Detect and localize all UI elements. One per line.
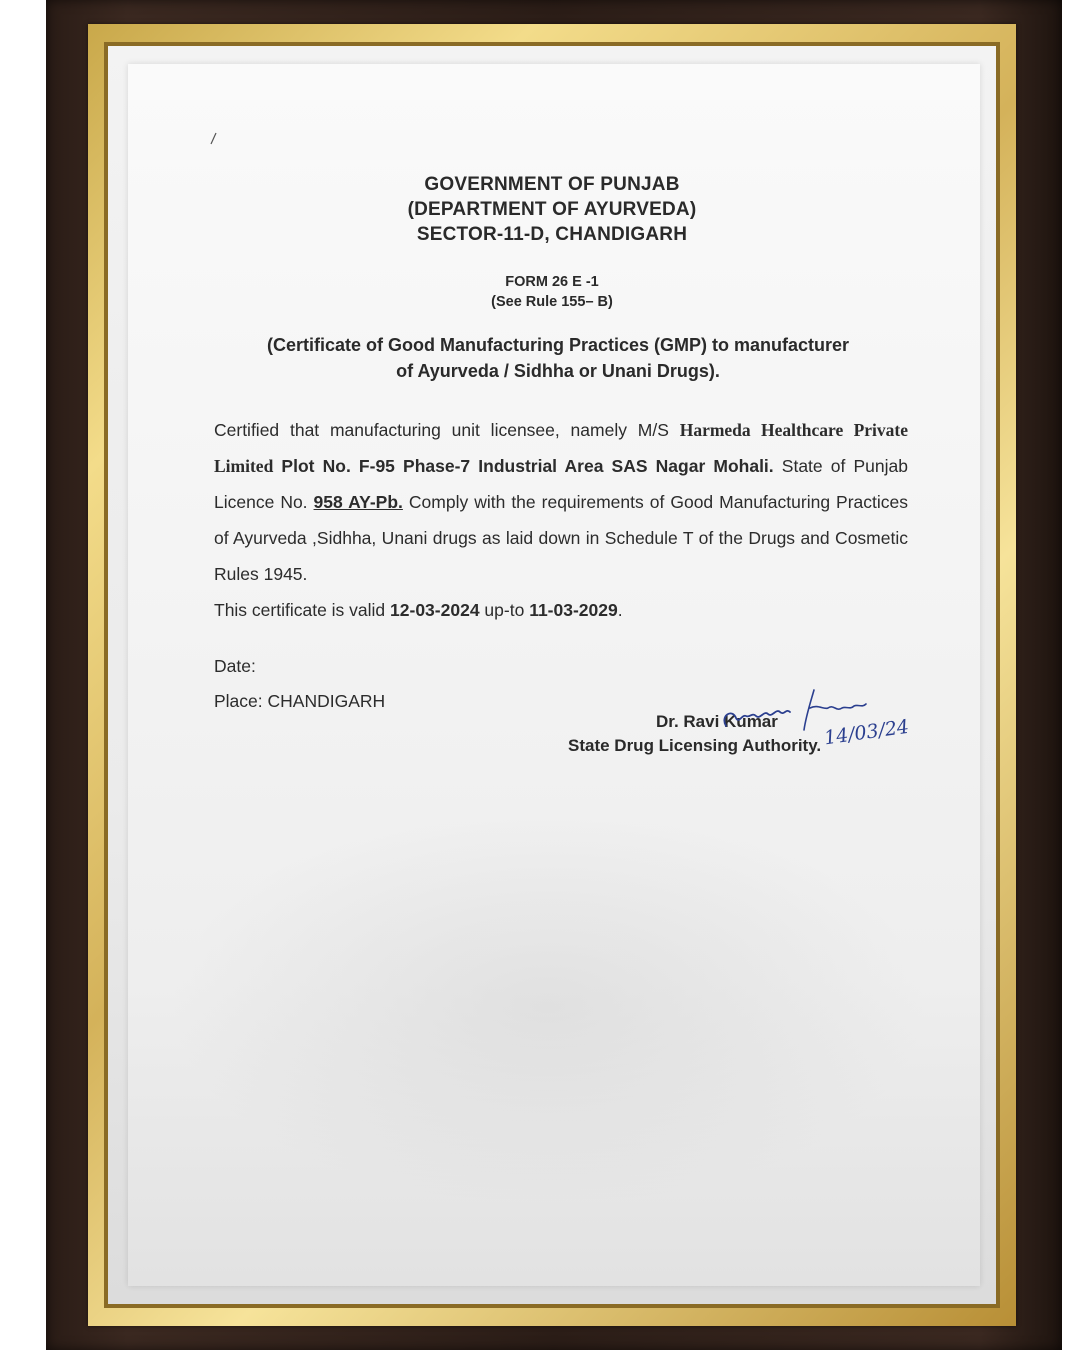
date-label: Date: <box>214 656 256 676</box>
valid-to-date: 11-03-2029 <box>529 600 618 620</box>
form-number: FORM 26 E -1 <box>505 274 599 290</box>
form-rule: (See Rule 155– B) <box>491 294 613 310</box>
validity-mid: up-to <box>479 600 530 620</box>
header-department: (DEPARTMENT OF AYURVEDA) <box>407 199 697 220</box>
place-label: Place: CHANDIGARH <box>214 691 386 711</box>
certificate-title-line2: of Ayurveda / Sidhha or Unani Drugs). <box>396 361 720 381</box>
certificate-title-line1: (Certificate of Good Manufacturing Practices (GMP) to manufacturer <box>266 335 850 355</box>
state-text: State of Punjab Licence No. <box>214 456 908 512</box>
licence-number: 958 AY-Pb. <box>313 492 403 512</box>
body-intro: Certified that manufacturing unit licensee, namely M/S <box>214 420 680 440</box>
certificate-paper <box>108 46 996 1304</box>
validity-end: . <box>617 600 623 620</box>
certificate-title <box>208 332 908 384</box>
signatory-name: Dr. Ravi Kumar <box>656 712 778 731</box>
valid-from-date: 12-03-2024 <box>390 600 480 620</box>
handwritten-signature <box>706 664 916 754</box>
signatory-title: State Drug Licensing Authority. <box>568 736 822 755</box>
handwritten-date: 14/03/24 <box>822 715 911 750</box>
validity-prefix: This certificate is valid <box>214 600 391 620</box>
company-name: Harmeda Healthcare Private Limited <box>214 420 908 476</box>
company-address: Plot No. F-95 Phase-7 Industrial Area SAS Nagar Mohali. <box>273 456 774 476</box>
header-government: GOVERNMENT OF PUNJAB <box>424 174 680 195</box>
comply-text: Comply with the requirements of Good Manufacturing Practices of Ayurveda ,Sidhha, Unani drugs as laid down in Schedule T of the Drugs and Cosmetic Rules 1945. <box>214 492 909 584</box>
certificate-body <box>214 412 908 628</box>
header-address: SECTOR-11-D, CHANDIGARH <box>416 224 688 245</box>
certificate-document <box>108 46 996 1304</box>
